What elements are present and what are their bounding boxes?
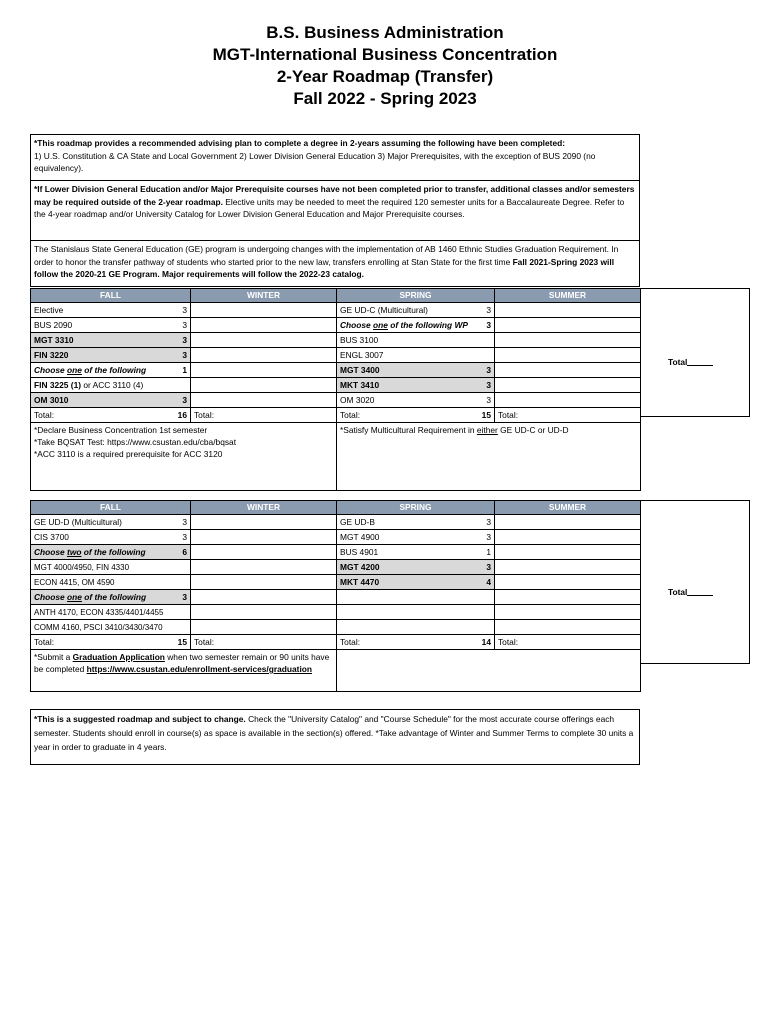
year2-fall-header: FALL	[31, 501, 191, 515]
table-row	[31, 393, 191, 408]
fall-total-row: Total: 16	[31, 408, 191, 423]
term-range-title: Fall 2022 - Spring 2023	[293, 89, 477, 108]
course-units: 3	[182, 304, 187, 315]
course-units: 3	[486, 379, 491, 390]
table-row	[337, 348, 495, 363]
year1-fall-notes: *Declare Business Concentration 1st semester *Take BQSAT Test: https://www.csustan.edu/cba/bqsat *ACC 3110 is a required prerequisite for ACC 3120	[31, 423, 337, 491]
year1-total-label: Total	[668, 356, 713, 366]
course-name: OM 3020	[340, 394, 375, 405]
fall-total-row: Total: 15	[31, 635, 191, 650]
fall-total-value: 16	[177, 409, 187, 420]
course-name: Elective	[34, 304, 64, 315]
table-row	[31, 333, 191, 348]
spring-total-row: Total: 14	[337, 635, 495, 650]
course-name: OM 3010	[34, 394, 69, 405]
table-row: MGT 4900 3	[337, 530, 495, 545]
year2-total-label: Total	[668, 586, 713, 596]
table-row: MKT 4470 4	[337, 575, 495, 590]
year1-spring-notes: *Satisfy Multicultural Requirement in either GE UD-C or UD-D	[337, 423, 641, 491]
winter-total-row: Total:	[191, 635, 337, 650]
year2-graduation-note: *Submit a Graduation Application when two semester remain or 90 units have be completed https://www.csustan.edu/enrollment-services/graduation	[31, 650, 337, 692]
year1-table	[30, 288, 641, 491]
course-units: 3	[486, 364, 491, 375]
table-row: COMM 4160, PSCI 3410/3430/3470	[31, 620, 191, 635]
course-units: 3	[486, 319, 491, 330]
course-name: BUS 2090	[34, 319, 73, 330]
course-name: ENGL 3007	[340, 349, 384, 360]
fall-total-value: 15	[177, 636, 187, 647]
table-row: BUS 4901 1	[337, 545, 495, 560]
table-row	[31, 303, 191, 318]
page-title	[0, 22, 770, 110]
table-row: Choose two of the following 6	[31, 545, 191, 560]
course-units: 3	[182, 334, 187, 345]
course-units: 3	[486, 304, 491, 315]
summer-total-row: Total:	[495, 635, 641, 650]
course-name: MGT 3400	[340, 364, 380, 375]
intro-note-1-text: 1) U.S. Constitution & CA State and Local Government 2) Lower Division General Education 3) Major Prerequisites, with the exception of BUS 2090 (no equivalency).	[34, 150, 596, 173]
course-name: MGT 3310	[34, 334, 74, 345]
table-row	[337, 303, 495, 318]
course-units: 1	[182, 364, 187, 375]
intro-note-3	[30, 241, 640, 287]
footer-note-bold: *This is a suggested roadmap and subject to change.	[34, 714, 246, 724]
year2-table	[30, 500, 641, 692]
table-row: Choose one of the following 3	[31, 590, 191, 605]
roadmap-title: 2-Year Roadmap (Transfer)	[276, 67, 494, 86]
table-row: MGT 4000/4950, FIN 4330	[31, 560, 191, 575]
course-units: 3	[486, 394, 491, 405]
table-row	[337, 378, 495, 393]
course-name: MKT 3410	[340, 379, 380, 390]
course-units: 3	[182, 319, 187, 330]
table-row: ECON 4415, OM 4590	[31, 575, 191, 590]
table-row: GE UD-B 3	[337, 515, 495, 530]
graduation-application-link[interactable]: Graduation Application	[72, 652, 165, 662]
year1-summer-header: SUMMER	[495, 289, 641, 303]
course-name: BUS 3100	[340, 334, 379, 345]
intro-note-1	[30, 134, 640, 181]
table-row	[337, 333, 495, 348]
summer-total-row: Total:	[495, 408, 641, 423]
table-row: Choose one of the following 1	[31, 363, 191, 378]
graduation-url-link[interactable]: https://www.csustan.edu/enrollment-services/graduation	[86, 664, 313, 674]
table-row: CIS 3700 3	[31, 530, 191, 545]
table-row	[31, 348, 191, 363]
course-units: 3	[182, 349, 187, 360]
spring-total-row: Total: 15	[337, 408, 495, 423]
year1-fall-header: FALL	[31, 289, 191, 303]
table-row	[31, 318, 191, 333]
table-row: MGT 4200 3	[337, 560, 495, 575]
spring-total-value: 14	[481, 636, 491, 647]
table-row: Choose one of the following WP 3	[337, 318, 495, 333]
year2-summer-header: SUMMER	[495, 501, 641, 515]
intro-note-2	[30, 181, 640, 241]
footer-note-text: Check the "University Catalog" and "Course Schedule" for the most accurate course offerings each semester. Students should enroll in course(s) as space is available in the section(s) offered. *Take advantage of Winter and Summer Terms to complete 30 units a year in order to graduate in 4 years.	[34, 714, 634, 752]
table-row: ANTH 4170, ECON 4335/4401/4455	[31, 605, 191, 620]
year1-total-box	[640, 288, 750, 417]
year2-total-box	[640, 500, 750, 664]
table-row	[337, 363, 495, 378]
intro-note-1-bold: *This roadmap provides a recommended advising plan to complete a degree in 2-years assuming the following have been completed:	[34, 138, 566, 148]
concentration-title: MGT-International Business Concentration	[212, 45, 558, 64]
degree-title: B.S. Business Administration	[266, 23, 504, 42]
course-name: FIN 3220	[34, 349, 69, 360]
intro-note-3-text: The Stanislaus State General Education (GE) program is undergoing changes with the implementation of AB 1460 Ethnic Studies Graduation Requirement. In order to honor the transfer pathway of students who started prior to the new law, transfers enrolling at Stan State for the first time	[34, 244, 619, 267]
year1-winter-header: WINTER	[191, 289, 337, 303]
spring-total-value: 15	[481, 409, 491, 420]
intro-note-2-text: Elective units may be needed to meet the required 120 semester units for a Baccalaureate Degree. Refer to the 4-year roadmap and/or University Catalog for Lower Division General Education and Major Prerequisite courses.	[34, 196, 625, 219]
table-row	[337, 393, 495, 408]
course-units: 3	[182, 394, 187, 405]
winter-total-row: Total:	[191, 408, 337, 423]
footer-note	[30, 709, 640, 765]
intro-note-3-bold: Fall 2021-Spring 2023 will follow the 2020-21 GE Program. Major requirements will follow the 2022-23 catalog.	[34, 256, 615, 279]
table-row: FIN 3225 (1) or ACC 3110 (4)	[31, 378, 191, 393]
year1-spring-header: SPRING	[337, 289, 495, 303]
table-row: GE UD-D (Multicultural) 3	[31, 515, 191, 530]
year2-spring-header: SPRING	[337, 501, 495, 515]
course-name: GE UD-C (Multicultural)	[340, 304, 428, 315]
year2-winter-header: WINTER	[191, 501, 337, 515]
intro-note-2-bold: *If Lower Division General Education and/or Major Prerequisite courses have not been completed prior to transfer, additional classes and/or semesters may be required outside of the 2-year roadmap.	[34, 184, 635, 207]
